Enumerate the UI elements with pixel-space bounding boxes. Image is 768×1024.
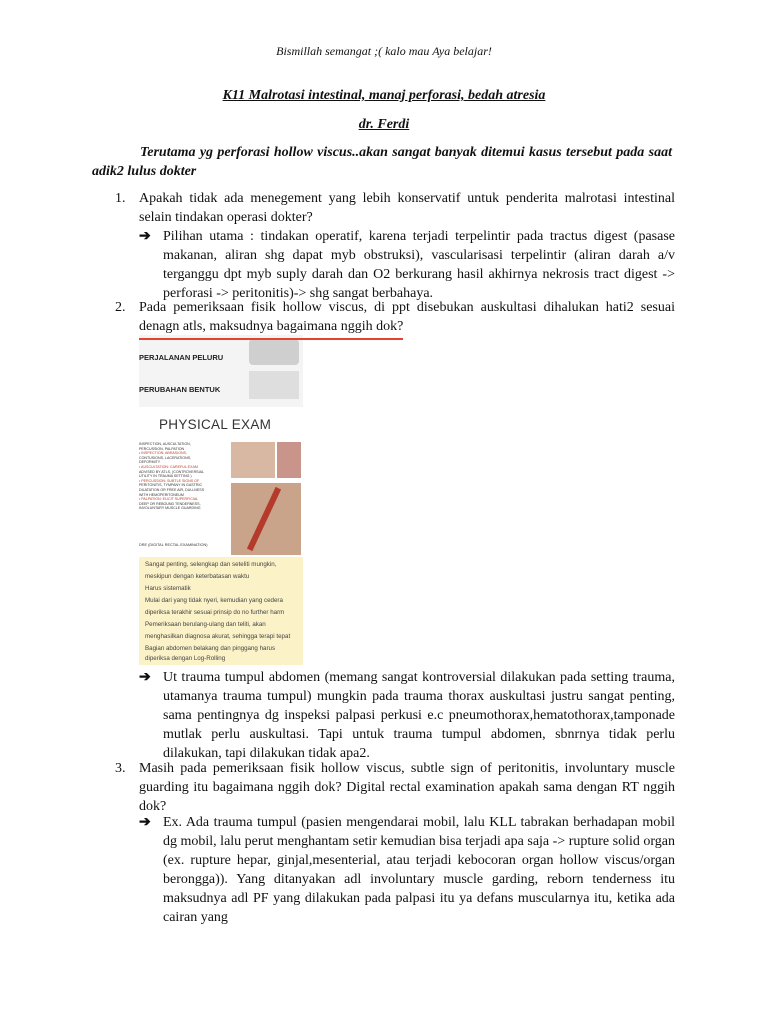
slide-note-line: Bagian abdomen belakang dan pinggang harus [145, 645, 276, 652]
question-number: 2. [115, 300, 126, 315]
slide-list-line: PERCUSSION, PALPATION [139, 446, 185, 451]
slide-note-line: Mulai dari yang tidak nyeri, kemudian yang cedera [145, 597, 283, 604]
slide-note-line: Harus sistematik [145, 585, 191, 592]
slide-list-line: INSPECTION, AUSCULTATION, [139, 442, 191, 446]
question-text: Pada pemeriksaan fisik hollow viscus, di ppt disebukan auskultasi dihalukan hati2 sesuai denagn atls, maksudnya bagaimana nggih dok? [139, 300, 675, 334]
answer-2 [139, 668, 675, 763]
answer-1 [139, 227, 675, 303]
slide-list-line: WITH HEMOPERITONEUM [139, 492, 184, 497]
slide-list-line: CONTUSIONS, LACERATIONS, [139, 455, 192, 460]
slide-title: PHYSICAL EXAM [159, 417, 272, 432]
arrow-bullet-icon: ➔ [139, 670, 151, 685]
slide-screenshot-image [139, 335, 303, 665]
slide-list-line: UTILITY IN TRAUMA SETTING ) [139, 474, 192, 479]
slide-list-line: • PALPATION: ELICIT SUPERFICIAL [139, 497, 199, 502]
answer-text: Ex. Ada trauma tumpul (pasien mengendarai mobil, lalu KLL tabrakan berhadapan mobil dg mobil, lalu perut menghantam setir kemudian bisa terjadi apa saja -> rupture solid organ (ex. rupture hepar, ginjal,mesenterial, atau terjadi kebocoran organ hollow viscus/organ berongga)). Yang ditanyakan adl involuntary muscle garding, reborn tenderness itu maksudnya adl PF yang dilakukan pada palpasi itu ya defans muscularnya itu, ketika ada cairan yang [163, 815, 675, 925]
bullet-photo [249, 339, 299, 365]
question-3 [115, 759, 675, 816]
slide-label-perjalanan: PERJALANAN PELURU [139, 353, 224, 362]
patient-photo [231, 442, 275, 478]
question-text: Apakah tidak ada menegement yang lebih konservatif untuk penderita malrotasi intestinal selain tindakan operasi dokter? [139, 191, 675, 225]
answer-text: Pilihan utama : tindakan operatif, karena terjadi terpelintir pada tractus digest (pasase makanan, aliran shg dapat myb obstruksi), vascularisasi terpelintir (aliran darah a/v terganggu dpt myb suply darah dan O2 berkurang hasil akhirnya nekrosis tract digest -> perforasi -> peritonitis)-> shg sangat berbahaya. [163, 229, 675, 301]
slide-list-line: • INSPECTION: ABRASIONS, [139, 451, 187, 456]
slide-note-line: diperiksa dengan Log-Rolling [145, 655, 226, 662]
red-underline-mark [139, 338, 403, 340]
question-1 [115, 189, 675, 227]
slide-list-line: DEFORMITY [139, 460, 161, 465]
slide-list-line: DEEP OR REBOUND TENDERNESS, [139, 501, 201, 506]
slide-label-perubahan: PERUBAHAN BENTUK [139, 385, 221, 394]
slide-list-line: DILATATION OR FREE AIR, DULLNESS [139, 487, 205, 492]
slide-list-line: INVOLUNTARY MUSCLE GUARDING [139, 506, 201, 511]
arrow-bullet-icon: ➔ [139, 815, 151, 830]
slide-exam-list [139, 442, 229, 511]
slide-list-line: • AUSCULTATION: CAREFUL EXAM [139, 464, 198, 469]
document-title: K11 Malrotasi intestinal, manaj perforasi, bedah atresia [222, 88, 546, 103]
slide-list-line: ADVISED BY ATLS, (CONTROVERSIAL [139, 469, 204, 474]
patient-photo [277, 442, 301, 478]
slide-note-line: meskipun dengan keterbatasan waktu [145, 573, 250, 580]
slide-list-line: PERITONITIS, TYMPANY IN GASTRIC [139, 483, 203, 488]
document-author: dr. Ferdi [358, 117, 410, 132]
slide-note-box [139, 557, 303, 665]
answer-3 [139, 813, 675, 927]
slide-note-line: Sangat penting, selengkap dan seteliti mungkin, [145, 561, 277, 568]
slide-dre-line: DRE (DIGITAL RECTAL EXAMINATION) [139, 543, 208, 547]
question-number: 1. [115, 191, 126, 206]
slide-note-line: menghasilkan diagnosa akurat, sehingga terapi tepat [145, 633, 291, 640]
slide-note-line: diperiksa terakhir sesuai prinsip do no further harm [145, 609, 285, 616]
question-text: Masih pada pemeriksaan fisik hollow viscus, subtle sign of peritonitis, involuntary muscle guarding itu bagaimana nggih dok? Digital rectal examination apakah sama dengan RT nggih dok? [139, 761, 675, 814]
question-number: 3. [115, 761, 126, 776]
arrow-bullet-icon: ➔ [139, 229, 151, 244]
slide-list-line: • PERCUSSION: SUBTLE SIGNS OF [139, 478, 200, 483]
question-2 [115, 298, 675, 336]
header-note: Bismillah semangat ;( kalo mau Aya belajar! [276, 44, 492, 58]
answer-text: Ut trauma tumpul abdomen (memang sangat kontroversial dilakukan pada setting trauma, utamanya trauma tumpul) mungkin pada trauma thorax auskultasi justru sangat penting, sama pentingnya dg inspeksi palpasi perkusi e.c pneumothorax,hematothorax,tamponade mutlak perlu auskultasi. Tapi untuk trauma tumpul abdomen, sbnrnya tidak perlu dilakukan, tapi dilakukan tidak apa2. [163, 670, 675, 761]
bullet-photo [249, 371, 299, 399]
slide-note-line: Pemeriksaan berulang-ulang dan teliti, akan [145, 621, 266, 628]
intro-paragraph: Terutama yg perforasi hollow viscus..akan sangat banyak ditemui kasus tersebut pada saat adik2 lulus dokter [92, 145, 672, 179]
